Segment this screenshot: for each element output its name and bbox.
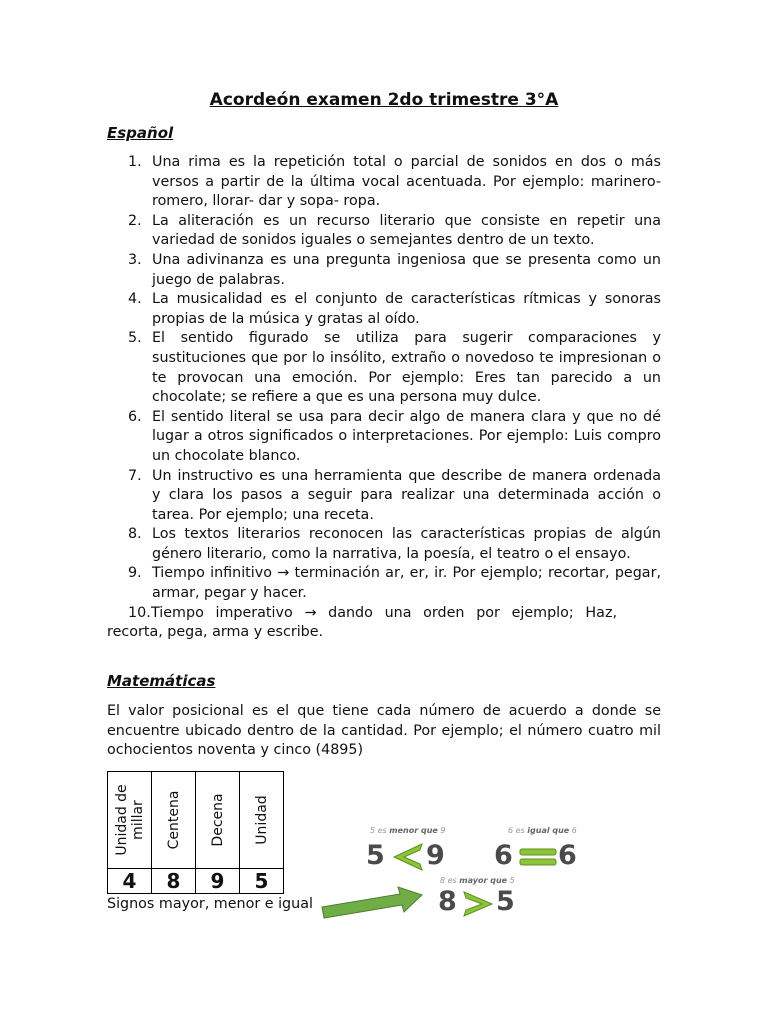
table-header-cell: Centena xyxy=(152,772,196,869)
matematicas-heading: Matemáticas xyxy=(107,672,216,690)
greater-than-crocodile-icon xyxy=(462,890,496,918)
equal-crocodile-icon xyxy=(518,846,558,868)
table-cell: 9 xyxy=(196,869,240,894)
table-cell: 5 xyxy=(240,869,284,894)
digit-eight: 8 xyxy=(438,886,457,917)
table-cell: 8 xyxy=(152,869,196,894)
document-title: Acordeón examen 2do trimestre 3°A xyxy=(209,90,559,110)
table-header-cell: Unidad de millar xyxy=(108,772,152,869)
espanol-list xyxy=(107,153,661,643)
list-item: 3. Una adivinanza es una pregunta ingeniosa que se presenta como un juego de palabras. xyxy=(128,251,661,288)
digit-five: 5 xyxy=(366,840,385,871)
list-item: 5. El sentido figurado se utiliza para sugerir comparaciones y sustituciones que por lo insólito, extraño o novedoso te impresionan o te provocan una emoción. Por ejemplo: Eres tan parecido a un chocolate; se refiere a que es una persona muy dulce. xyxy=(128,330,661,406)
digit-six-right: 6 xyxy=(558,840,577,871)
place-value-table xyxy=(107,771,284,894)
less-than-crocodile-icon xyxy=(390,842,424,872)
list-item: 10. Tiempo imperativo → dando una orden por ejemplo; Haz, recorta, pega, arma y escribe. xyxy=(107,604,617,641)
digit-five-result: 5 xyxy=(496,886,515,917)
signs-caption: Signos mayor, menor e igual xyxy=(107,896,313,912)
menor-label: 5 es menor que 9 xyxy=(370,826,446,835)
list-item: 4. La musicalidad es el conjunto de características rítmicas y sonoras propias de la música y gratas al oído. xyxy=(128,291,661,327)
comparison-signs-illustration xyxy=(362,822,580,922)
list-item: 6. El sentido literal se usa para decir algo de manera clara y que no dé lugar a otros significados o interpretaciones. Por ejemplo: Luis compro un chocolate blanco. xyxy=(128,408,661,464)
list-item: 2. La aliteración es un recurso literario que consiste en repetir una variedad de sonidos iguales o semejantes dentro de un texto. xyxy=(128,212,661,249)
digit-nine: 9 xyxy=(426,840,445,871)
list-item: 1. Una rima es la repetición total o parcial de sonidos en dos o más versos a partir de la última vocal acentuada. Por ejemplo: marinero- romero, llorar- dar y sopa- ropa. xyxy=(128,154,661,210)
table-header-cell: Decena xyxy=(196,772,240,869)
digit-six-left: 6 xyxy=(494,840,513,871)
list-item: 7. Un instructivo es una herramienta que describe de manera ordenada y clara los pasos a seguir para realizar una determinada acción o tarea. Por ejemplo; una receta. xyxy=(128,467,661,523)
list-item: 9. Tiempo infinitivo → terminación ar, er, ir. Por ejemplo; recortar, pegar, armar, pegar y hacer. xyxy=(128,565,661,602)
espanol-heading: Español xyxy=(107,124,174,142)
mayor-label: 8 es mayor que 5 xyxy=(440,876,515,885)
table-header-cell: Unidad xyxy=(240,772,284,869)
table-cell: 4 xyxy=(108,869,152,894)
list-item: 8. Los textos literarios reconocen las características propias de algún género literario, como la narrativa, la poesía, el teatro o el ensayo. xyxy=(128,526,661,562)
place-value-paragraph: El valor posicional es el que tiene cada número de acuerdo a donde se encuentre ubicado dentro de la cantidad. Por ejemplo; el número cuatro mil ochocientos noventa y cinco (4895) xyxy=(107,703,661,759)
igual-label: 6 es igual que 6 xyxy=(508,826,577,835)
